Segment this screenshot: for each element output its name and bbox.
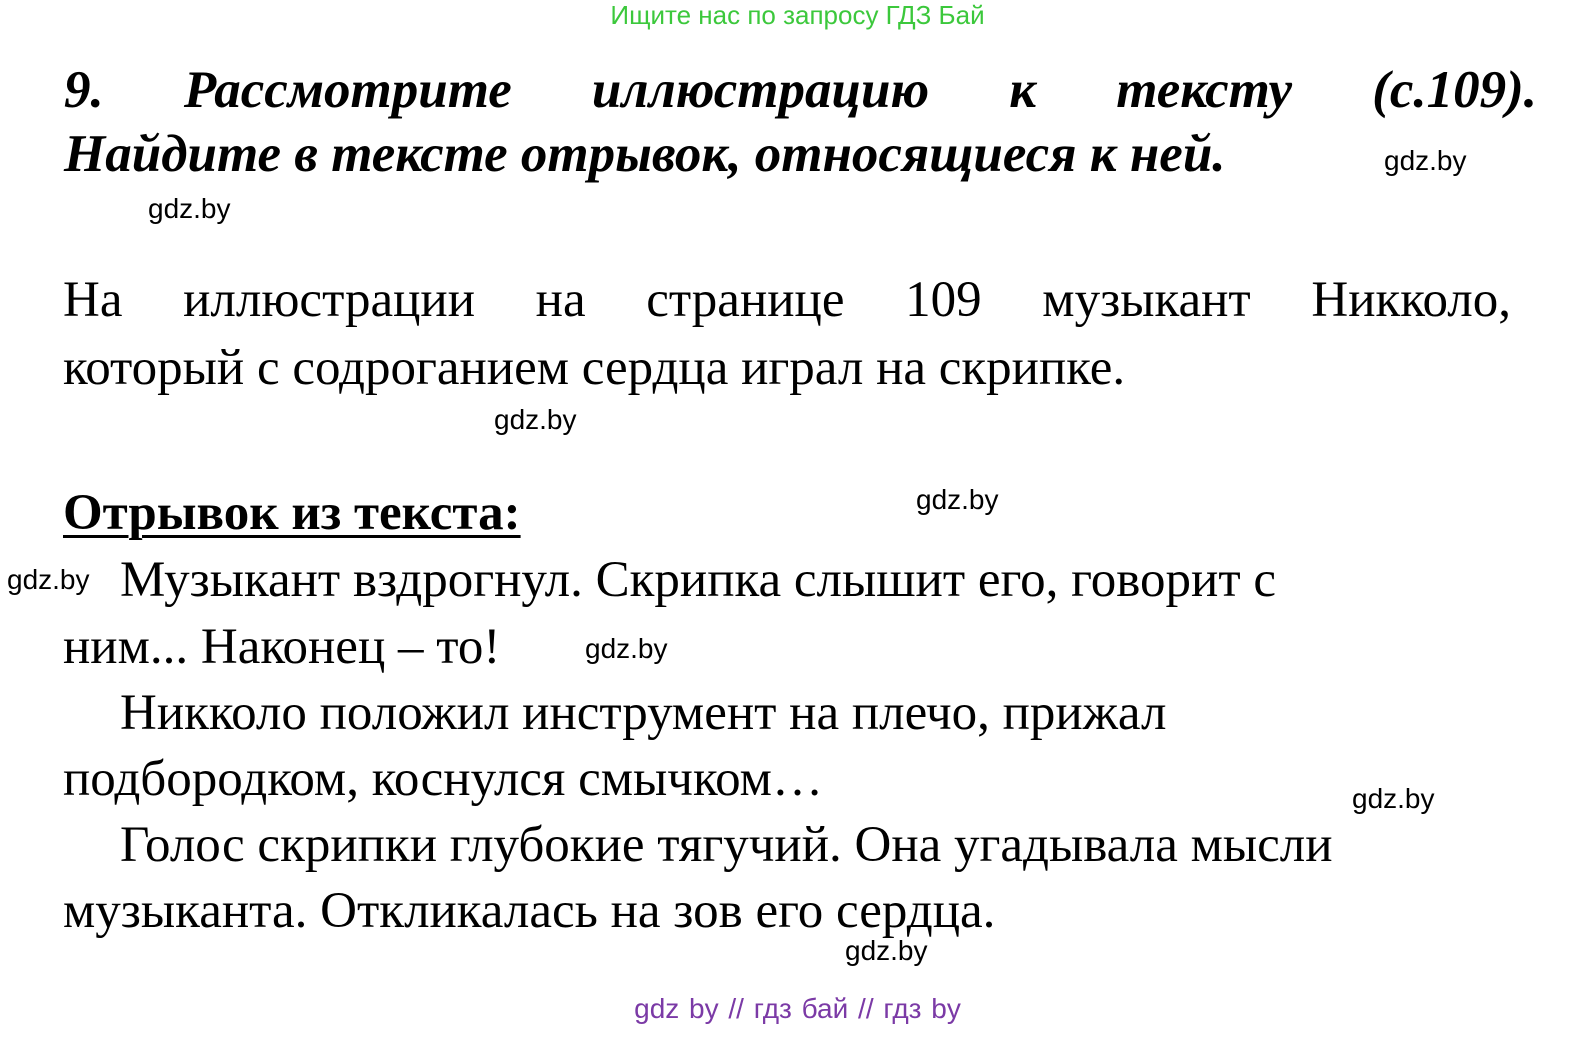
watermark: gdz.by	[148, 193, 231, 224]
footer: gdz by // гдз бай // гдз by	[634, 993, 961, 1024]
excerpt-p2-line-1: Никколо положил инструмент на плечо, прижал	[120, 685, 1167, 741]
watermark: gdz.by	[494, 404, 577, 435]
watermark: gdz.by	[7, 564, 90, 595]
excerpt-heading: Отрывок из текста:	[63, 485, 521, 541]
task-question-line-2: Найдите в тексте отрывок, относящиеся к ней.	[64, 125, 1226, 183]
watermark: gdz.by	[585, 633, 668, 664]
watermark: gdz.by	[845, 935, 928, 966]
watermark: gdz.by	[916, 484, 999, 515]
answer-line-2: который с содроганием сердца играл на скрипке.	[63, 340, 1126, 396]
excerpt-p1-line-2: ним... Наконец – то!	[63, 619, 501, 675]
watermark: gdz.by	[1384, 145, 1467, 176]
excerpt-p2-line-2: подбородком, коснулся смычком…	[63, 751, 823, 807]
watermark: gdz.by	[1352, 783, 1435, 814]
excerpt-p3-line-2: музыканта. Откликалась на зов его сердца.	[63, 883, 996, 939]
excerpt-p1-line-1: Музыкант вздрогнул. Скрипка слышит его, говорит с	[120, 552, 1276, 608]
task-question-line-1: 9. Рассмотрите иллюстрацию к тексту (с.109).	[64, 61, 1537, 119]
top-banner: Ищите нас по запросу ГДЗ Бай	[610, 0, 985, 30]
answer-line-1: На иллюстрации на странице 109 музыкант Никколо,	[63, 272, 1511, 328]
excerpt-p3-line-1: Голос скрипки глубокие тягучий. Она угадывала мысли	[120, 817, 1333, 873]
